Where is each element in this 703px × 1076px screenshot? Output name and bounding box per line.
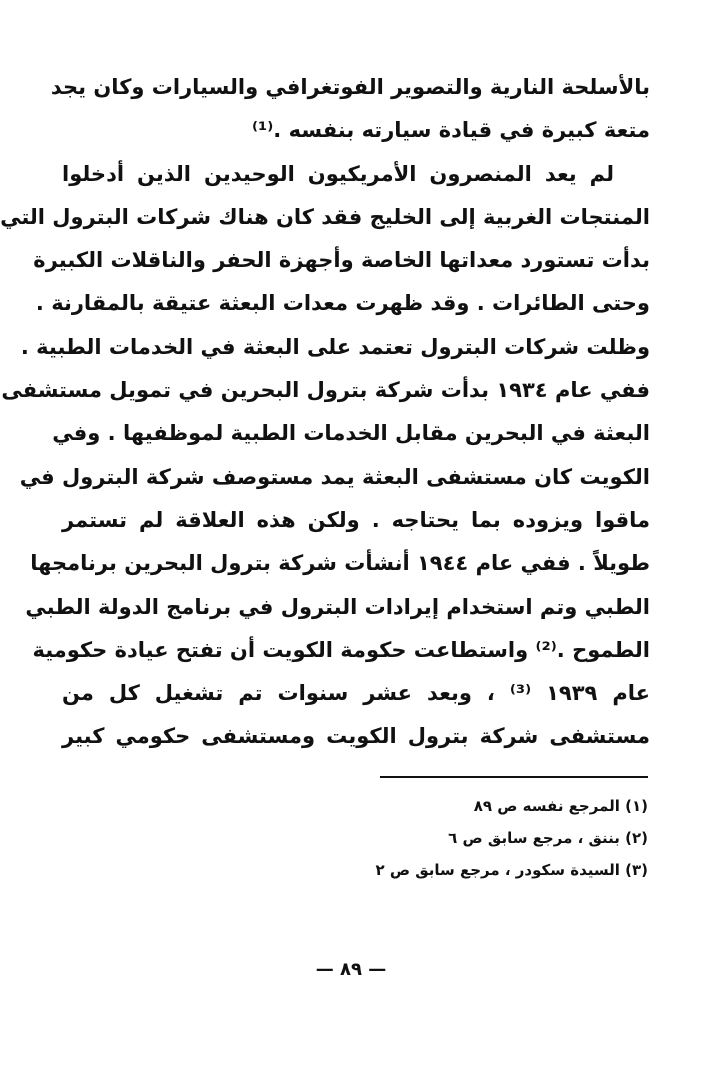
body-line: ففي عام ١٩٣٤ بدأت شركة بترول البحرين في تمويل مستشفى — [1, 378, 650, 403]
body-line: وظلت شركات البترول تعتمد على البعثة في الخدمات الطبية . — [20, 334, 650, 359]
footnotes — [300, 790, 648, 886]
page-number: — ٨٩ — — [315, 959, 387, 980]
footnote-item: (١) المرجع نفسه ص ٨٩ — [473, 797, 648, 815]
body-line: عام ١٩٣٩ ⁽³⁾ ، وبعد عشر سنوات تم تشغيل كل من — [62, 681, 650, 706]
body-line: البعثة في البحرين مقابل الخدمات الطبية لموظفيها . وفي — [52, 421, 650, 446]
body-line: بالأسلحة النارية والتصوير الفوتغرافي والسيارات وكان يجد — [50, 75, 650, 99]
body-line: المنتجات الغربية إلى الخليج فقد كان هناك شركات البترول التي — [0, 204, 650, 229]
body-line: الطموح .⁽²⁾ واستطاعت حكومة الكويت أن تفتح عيادة حكومية — [32, 637, 650, 662]
body-line: وحتى الطائرات . وقد ظهرت معدات البعثة عتيقة بالمقارنة . — [35, 291, 650, 316]
footnote-item: (٣) السيدة سكودر ، مرجع سابق ص ٢ — [375, 861, 648, 879]
body-line: ماقوا ويزوده بما يحتاجه . ولكن هذه العلاقة لم تستمر — [62, 507, 650, 532]
body-line: متعة كبيرة في قيادة سيارته بنفسه .⁽¹⁾ — [251, 118, 650, 143]
body-line: الكويت كان مستشفى البعثة يمد مستوصف شركة البترول في — [19, 464, 650, 489]
body-line: طويلاً . ففي عام ١٩٤٤ أنشأت شركة بترول البحرين برنامجها — [30, 551, 650, 576]
body-line: مستشفى شركة بترول الكويت ومستشفى حكومي كبير — [62, 724, 650, 749]
footnote-divider — [380, 776, 648, 778]
body-line: بدأت تستورد معداتها الخاصة وأجهزة الحفر والناقلات الكبيرة — [33, 248, 650, 273]
body-text — [0, 66, 650, 759]
footnote-item: (٢) بننق ، مرجع سابق ص ٦ — [448, 829, 648, 847]
body-line: الطبي وتم استخدام إيرادات البترول في برنامج الدولة الطبي — [25, 594, 650, 619]
body-line: لم يعد المنصرون الأمريكيون الوحيدين الذين أدخلوا — [62, 161, 614, 186]
